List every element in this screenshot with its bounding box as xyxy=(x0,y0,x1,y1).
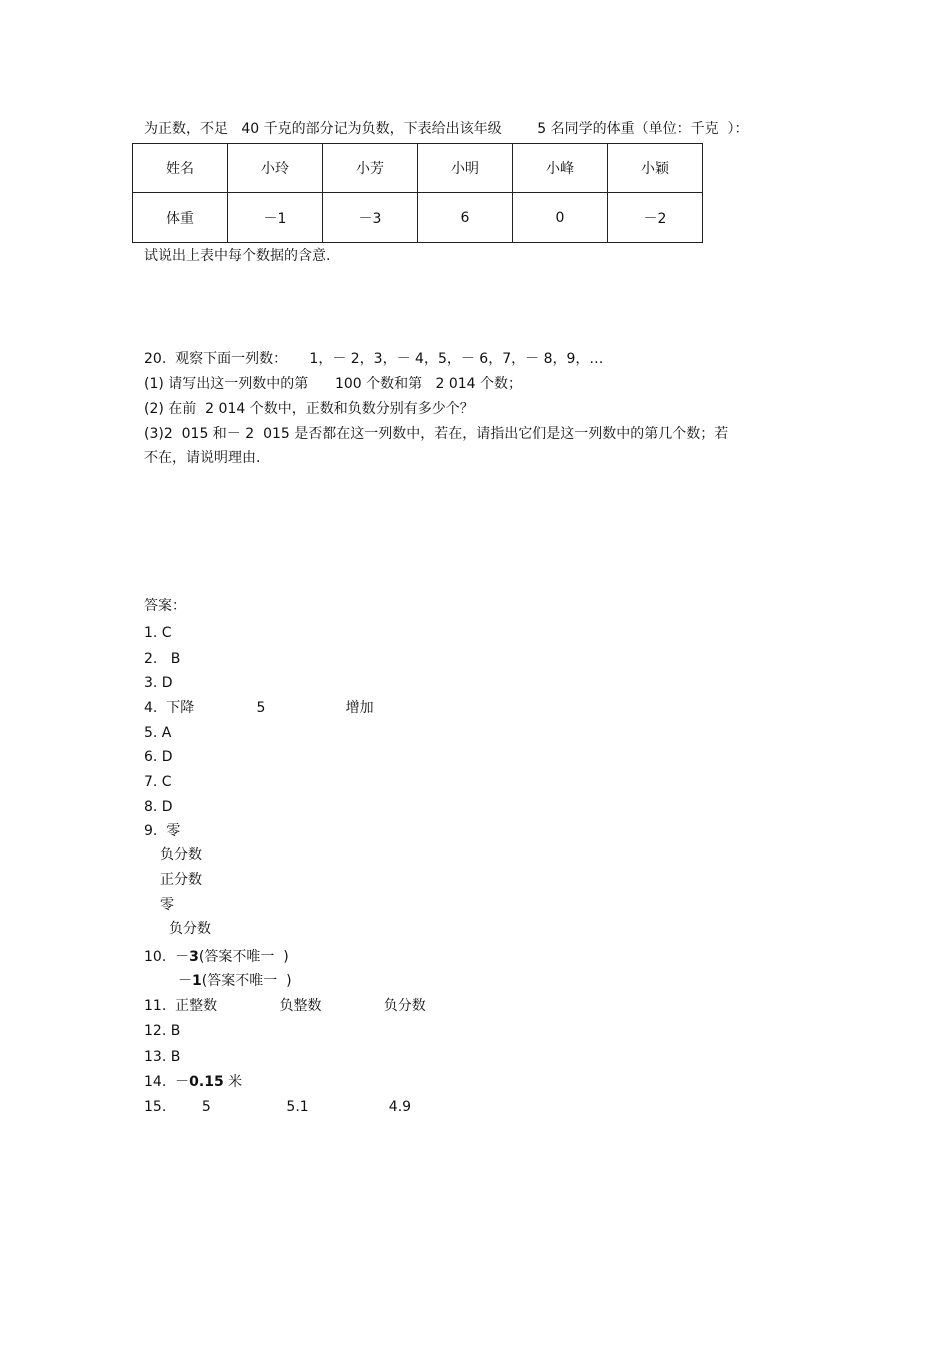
q20-part2: (2) 在前 2 014 个数中，正数和负数分别有多少个？ xyxy=(144,401,474,417)
table-cell: 小芳 xyxy=(323,144,418,193)
q20-part1: (1) 请写出这一列数中的第 100 个数和第 2 014 个数； xyxy=(144,376,523,392)
table-question: 试说出上表中每个数据的含意. xyxy=(144,248,331,264)
answer-14-unit: 米 xyxy=(223,1074,243,1090)
table-cell: 姓名 xyxy=(133,144,228,193)
answer-6: 6. D xyxy=(144,749,173,765)
table-cell: 小颖 xyxy=(608,144,703,193)
table-cell: 小峰 xyxy=(513,144,608,193)
q20-part3: (3)2 015 和－ 2 015 是否都在这一列数中，若在，请指出它们是这一列数中的第几个数；若 xyxy=(144,426,729,442)
answer-12: 12. B xyxy=(144,1023,181,1039)
table-cell: 6 xyxy=(418,193,513,243)
answer-1: 1. C xyxy=(144,625,172,641)
table-cell: －1 xyxy=(228,193,323,243)
answer-10 xyxy=(144,948,289,966)
answer-9-line4: 零 xyxy=(160,897,174,913)
answer-9-line5: 负分数 xyxy=(169,921,211,937)
table-row xyxy=(133,193,703,243)
table-header-row xyxy=(133,144,703,193)
answer-4: 4. 下降 5 增加 xyxy=(144,700,374,716)
answer-9: 9. 零 xyxy=(144,823,181,839)
answers-title: 答案： xyxy=(144,598,186,614)
table-cell: 小玲 xyxy=(228,144,323,193)
answer-10b-number: 1 xyxy=(192,973,202,989)
q20-stem: 20. 观察下面一列数： 1，－ 2，3，－ 4，5，－ 6，7，－ 8，9，… xyxy=(144,351,604,367)
answer-10-note: (答案不唯一 ) xyxy=(198,949,289,965)
answer-10b-note: (答案不唯一 ) xyxy=(201,973,292,989)
table-cell: 体重 xyxy=(133,193,228,243)
answer-14-prefix: 14. － xyxy=(144,1074,190,1090)
answer-8: 8. D xyxy=(144,799,173,815)
answer-10b-prefix: － xyxy=(178,973,192,989)
table-cell: 小明 xyxy=(418,144,513,193)
answer-7: 7. C xyxy=(144,774,172,790)
answer-10-prefix: 10. － xyxy=(144,949,190,965)
answer-13: 13. B xyxy=(144,1049,181,1065)
answer-14-number: 0.15 xyxy=(189,1074,224,1090)
weight-table xyxy=(132,143,703,243)
table-cell: 0 xyxy=(513,193,608,243)
answer-9-line3: 正分数 xyxy=(160,872,202,888)
answer-5: 5. A xyxy=(144,725,172,741)
table-cell: －2 xyxy=(608,193,703,243)
answer-14 xyxy=(144,1073,242,1091)
answer-2: 2. B xyxy=(144,651,181,667)
q20-part3-cont: 不在，请说明理由. xyxy=(144,450,261,466)
answer-10-number: 3 xyxy=(189,949,199,965)
answer-3: 3. D xyxy=(144,675,173,691)
answer-11: 11. 正整数 负整数 负分数 xyxy=(144,998,426,1014)
table-cell: －3 xyxy=(323,193,418,243)
answer-15: 15. 5 5.1 4.9 xyxy=(144,1099,412,1115)
answer-9-line2: 负分数 xyxy=(160,847,202,863)
answer-10-line2 xyxy=(178,972,292,990)
intro-line: 为正数，不足 40 千克的部分记为负数，下表给出该年级 5 名同学的体重（单位：千克 ）： xyxy=(144,121,749,137)
